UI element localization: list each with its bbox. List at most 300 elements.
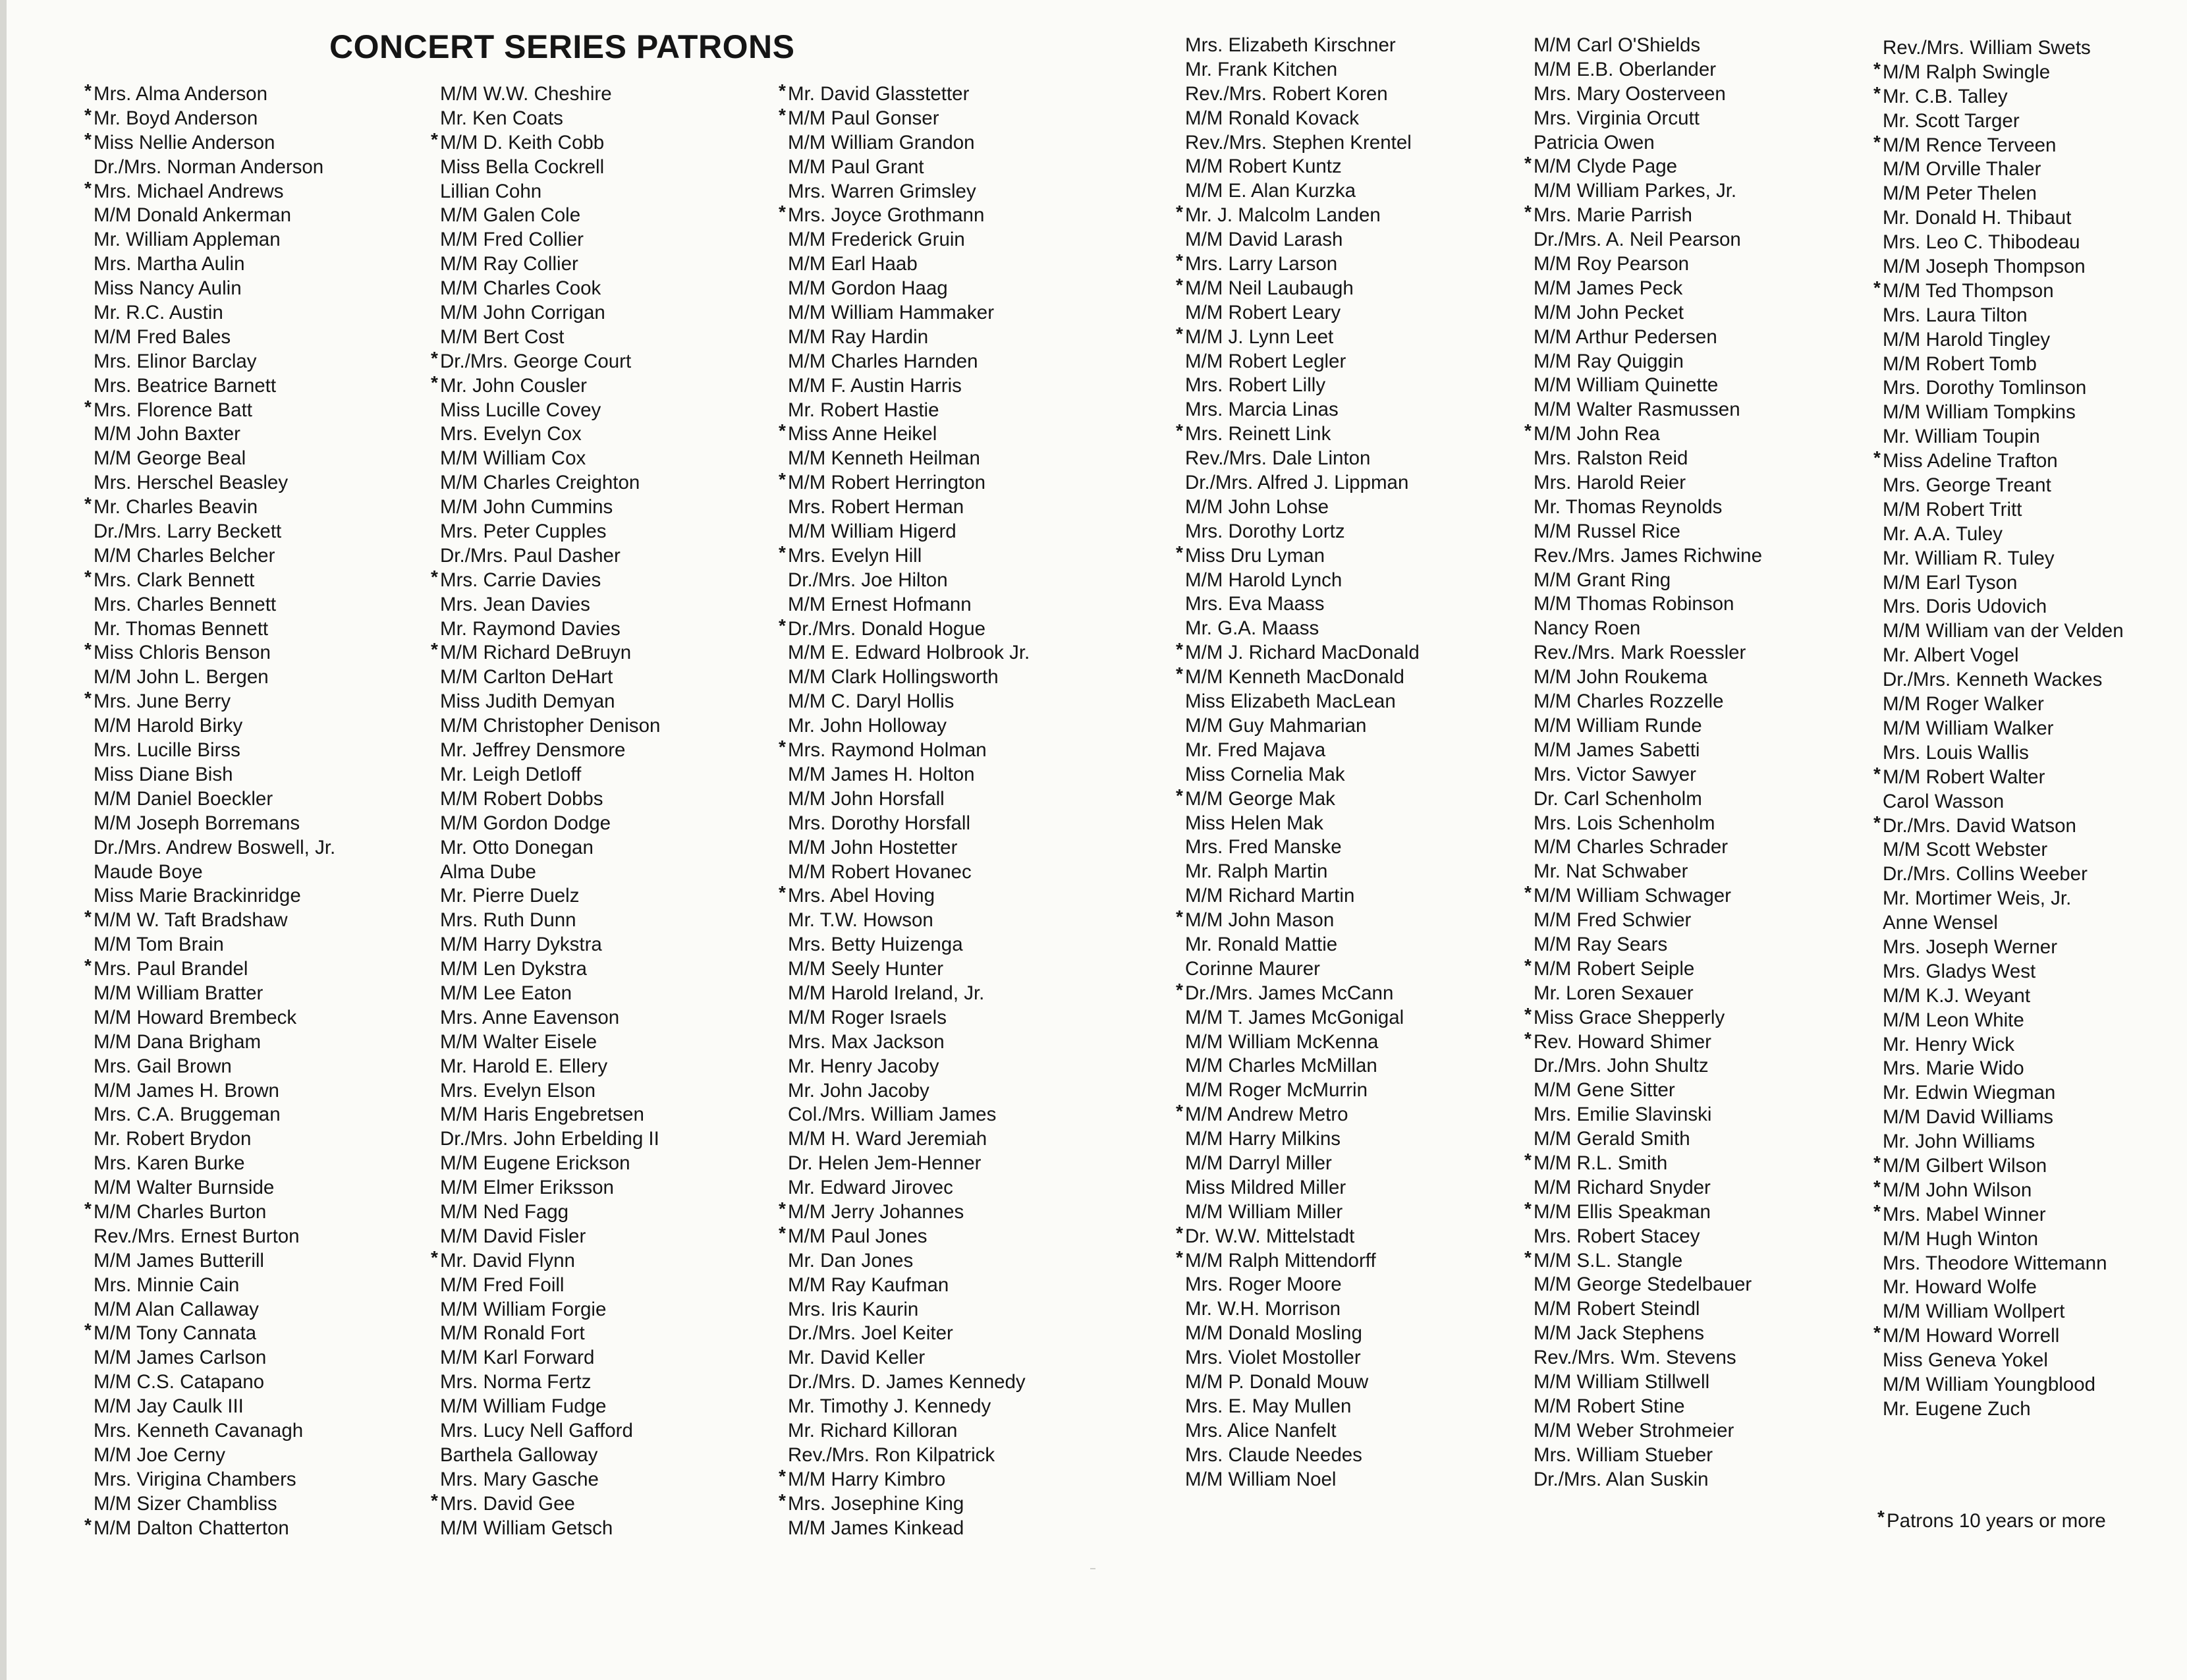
patron-entry: Mr. William Appleman	[94, 229, 281, 251]
patron-entry: Miss Lucille Covey	[440, 399, 601, 421]
patron-entry: Mr. John Williams	[1883, 1131, 2035, 1153]
patron-entry-longtime: * Mrs. June Berry	[83, 690, 335, 714]
patron-entry-longtime: * M/M Robert Walter	[1872, 766, 2124, 790]
patron-entry: M/M Ernest Hofmann	[788, 593, 972, 615]
footnote: * Patrons 10 years or more	[1876, 1510, 2106, 1532]
patron-entry: M/M William Getsch	[440, 1517, 613, 1539]
patron-entry: Mr. Edward Jirovec	[788, 1177, 953, 1199]
patron-entry-longtime: * Dr./Mrs. David Watson	[1872, 814, 2124, 839]
patron-entry: Dr./Mrs. Alfred J. Lippman	[1185, 472, 1409, 494]
patron-entry: M/M Gerald Smith	[1534, 1128, 1690, 1150]
patron-entry-longtime: * Mrs. Abel Hoving	[777, 884, 1030, 909]
patron-entry: M/M William van der Velden	[1883, 620, 2124, 642]
fold-mark	[1090, 1568, 1095, 1569]
patron-entry: Mr. Ralph Martin	[1185, 860, 1328, 883]
patron-entry: M/M John Corrigan	[440, 302, 605, 324]
patron-entry: M/M Carlton DeHart	[440, 666, 613, 688]
patron-entry: M/M Weber Strohmeier	[1534, 1419, 1734, 1442]
patron-entry: M/M Joseph Borremans	[94, 812, 300, 834]
patron-entry: Mr. John Jacoby	[788, 1079, 929, 1102]
patron-entry: Barthela Galloway	[440, 1443, 598, 1466]
patron-entry: Mr. Robert Brydon	[94, 1128, 252, 1150]
patron-entry: M/M Robert Stine	[1534, 1395, 1685, 1417]
patron-entry: M/M William Tompkins	[1883, 401, 2076, 424]
patron-entry-longtime: * Mrs. Michael Andrews	[83, 180, 335, 204]
patron-entry: M/M Clark Hollingsworth	[788, 666, 999, 688]
patron-entry: M/M Lee Eaton	[440, 982, 572, 1004]
patron-entry: M/M Orville Thaler	[1883, 158, 2041, 181]
patron-entry: M/M William Forgie	[440, 1298, 607, 1320]
patron-entry: M/M Peter Thelen	[1883, 182, 2037, 205]
patron-entry: M/M James Sabetti	[1534, 739, 1700, 761]
patron-entry: M/M Carl O'Shields	[1534, 34, 1701, 56]
patron-entry: M/M Galen Cole	[440, 204, 581, 227]
patron-entry: Mr. T.W. Howson	[788, 909, 933, 932]
patron-entry: Mrs. Jean Davies	[440, 593, 590, 615]
patron-entry: Mr. G.A. Maass	[1185, 617, 1319, 640]
patron-entry: Mrs. Claude Needes	[1185, 1443, 1362, 1466]
patron-entry: Mrs. Gail Brown	[94, 1055, 232, 1077]
patron-entry: Mrs. Marie Wido	[1883, 1057, 2024, 1080]
patron-entry: M/M Robert Hovanec	[788, 860, 972, 883]
patron-entry: M/M Ned Fagg	[440, 1200, 569, 1223]
patron-entry-longtime: * M/M W. Taft Bradshaw	[83, 909, 335, 933]
patron-entry: M/M Arthur Pedersen	[1534, 325, 1717, 348]
patron-entry: M/M Jay Caulk III	[94, 1395, 244, 1418]
patron-entry-longtime: * Mr. David Flynn	[429, 1249, 660, 1274]
patron-entry: M/M Robert Dobbs	[440, 787, 603, 810]
patron-entry: M/M William Fudge	[440, 1395, 607, 1418]
patron-entry: Mrs. Herschel Beasley	[94, 472, 289, 494]
patron-entry-longtime: * M/M John Mason	[1175, 909, 1420, 933]
patron-entry-longtime: * Mrs. David Gee	[429, 1492, 660, 1517]
patron-entry: M/M Ray Sears	[1534, 933, 1668, 955]
patron-entry: Mrs. Dorothy Tomlinson	[1883, 377, 2087, 399]
patron-entry: M/M William Parkes, Jr.	[1534, 180, 1737, 202]
patron-entry: Mrs. Theodore Wittemann	[1883, 1252, 2107, 1274]
patron-entry: M/M Harold Lynch	[1185, 569, 1343, 591]
patron-entry: M/M Joseph Thompson	[1883, 256, 2086, 278]
patron-entry: M/M Frederick Gruin	[788, 229, 965, 251]
patron-entry: M/M Harold Birky	[94, 715, 243, 737]
patron-entry: M/M Fred Schwier	[1534, 909, 1692, 932]
patron-entry: M/M Charles McMillan	[1185, 1055, 1377, 1077]
patron-entry: Mrs. Louis Wallis	[1883, 741, 2029, 764]
patron-entry-longtime: * M/M Kenneth MacDonald	[1175, 665, 1420, 690]
patron-entry-longtime: * M/M Ellis Speakman	[1523, 1200, 1762, 1225]
patron-entry-longtime: * M/M Tony Cannata	[83, 1322, 335, 1346]
patron-entry: Mr. Donald H. Thibaut	[1883, 207, 2072, 229]
patron-column-2	[429, 82, 660, 1540]
patron-entry: M/M Richard Martin	[1185, 885, 1355, 907]
patron-entry: Dr./Mrs. Collins Weeber	[1883, 863, 2088, 885]
patron-entry: M/M Haris Engebretsen	[440, 1104, 644, 1126]
patron-entry: Miss Diane Bish	[94, 763, 233, 785]
patron-entry: Dr./Mrs. Paul Dasher	[440, 544, 621, 567]
patron-entry: Mrs. Eva Maass	[1185, 593, 1325, 615]
patron-entry-longtime: * Miss Chloris Benson	[83, 641, 335, 665]
patron-entry: M/M Charles Belcher	[94, 544, 275, 567]
patron-entry-longtime: * Miss Dru Lyman	[1175, 544, 1420, 569]
patron-entry-longtime: * Dr. W.W. Mittelstadt	[1175, 1225, 1420, 1249]
patron-entry: M/M Gordon Haag	[788, 277, 948, 300]
patron-entry: Miss Mildred Miller	[1185, 1176, 1346, 1198]
patron-entry: M/M E.B. Oberlander	[1534, 58, 1717, 80]
patron-entry: Mr. Nat Schwaber	[1534, 860, 1688, 883]
patron-entry-longtime: * M/M John Wilson	[1872, 1179, 2124, 1203]
patron-entry: Corinne Maurer	[1185, 957, 1320, 980]
patron-entry: M/M Robert Tritt	[1883, 498, 2022, 520]
patron-entry-longtime: * M/M R.L. Smith	[1523, 1152, 1762, 1176]
patron-entry: Miss Elizabeth MacLean	[1185, 690, 1396, 713]
patron-entry: M/M Fred Foill	[440, 1274, 565, 1296]
patron-entry: Mr. Harold E. Ellery	[440, 1055, 608, 1077]
patron-entry: Mrs. Warren Grimsley	[788, 180, 976, 202]
patron-entry: M/M William McKenna	[1185, 1030, 1379, 1053]
patron-entry: M/M Walter Burnside	[94, 1177, 275, 1199]
patron-entry: Mr. William Toupin	[1883, 426, 2040, 448]
patron-entry: M/M Guy Mahmarian	[1185, 714, 1367, 737]
patron-entry: M/M John L. Bergen	[94, 666, 269, 688]
patron-column-1	[83, 82, 335, 1540]
patron-entry: Mr. Eugene Zuch	[1883, 1397, 2031, 1420]
patron-entry: Mr. Fred Majava	[1185, 739, 1326, 761]
patron-entry: Mr. Albert Vogel	[1883, 644, 2019, 667]
patron-entry: M/M K.J. Weyant	[1883, 984, 2031, 1007]
patron-entry: Mr. Frank Kitchen	[1185, 58, 1338, 80]
patron-entry-longtime: * M/M Paul Gonser	[777, 107, 1030, 131]
patron-entry: Miss Cornelia Mak	[1185, 763, 1345, 785]
patron-entry: M/M James H. Holton	[788, 763, 975, 785]
patron-entry: M/M David Larash	[1185, 229, 1343, 251]
patron-entry: Mr. Loren Sexauer	[1534, 982, 1694, 1004]
patron-entry: Anne Wensel	[1883, 912, 1998, 934]
patron-entry: M/M Roger Walker	[1883, 693, 2044, 715]
patron-entry: M/M Ray Hardin	[788, 325, 929, 348]
patron-entry: M/M Tom Brain	[94, 934, 224, 956]
patron-entry-longtime: * Miss Grace Shepperly	[1523, 1006, 1762, 1030]
patron-entry: M/M Walter Rasmussen	[1534, 399, 1740, 421]
patron-entry: Mrs. Robert Lilly	[1185, 374, 1326, 397]
patron-entry: M/M C. Daryl Hollis	[788, 690, 955, 713]
patron-entry: M/M Daniel Boeckler	[94, 787, 273, 810]
patron-entry: Mr. Henry Wick	[1883, 1033, 2014, 1055]
patron-entry: Mrs. Gladys West	[1883, 960, 2036, 982]
patron-entry: Dr./Mrs. Alan Suskin	[1534, 1468, 1709, 1490]
patron-entry-longtime: * Rev. Howard Shimer	[1523, 1030, 1762, 1055]
patron-entry: Mrs. Marcia Linas	[1185, 399, 1339, 421]
patron-entry: M/M William Grandon	[788, 131, 975, 154]
patron-entry: M/M James Kinkead	[788, 1517, 964, 1539]
patron-entry-longtime: * Mr. C.B. Talley	[1872, 85, 2124, 109]
patron-entry-longtime: * Mrs. Raymond Holman	[777, 739, 1030, 763]
patron-entry: Mr. Henry Jacoby	[788, 1055, 939, 1077]
patron-entry: M/M Seely Hunter	[788, 958, 944, 980]
patron-entry: M/M John Lohse	[1185, 495, 1329, 518]
patron-column-4	[1175, 34, 1420, 1492]
patron-entry-longtime: * M/M J. Lynn Leet	[1175, 325, 1420, 350]
patron-entry-longtime: * M/M Gilbert Wilson	[1872, 1154, 2124, 1179]
patron-entry: M/M Harold Ireland, Jr.	[788, 982, 985, 1004]
patron-entry: M/M William Cox	[440, 447, 586, 470]
patron-entry: Mrs. Evelyn Elson	[440, 1079, 596, 1102]
patron-entry: M/M F. Austin Harris	[788, 374, 962, 397]
patron-entry-longtime: * M/M Charles Burton	[83, 1200, 335, 1225]
patron-entry: Mrs. Harold Reier	[1534, 472, 1686, 494]
patron-entry: Mrs. Kenneth Cavanagh	[94, 1419, 304, 1442]
patron-entry-longtime: * M/M Rence Terveen	[1872, 134, 2124, 158]
patron-entry: Mrs. Max Jackson	[788, 1030, 945, 1053]
patron-entry: Maude Boye	[94, 860, 203, 883]
patron-entry-longtime: * M/M D. Keith Cobb	[429, 131, 660, 155]
patron-entry: Mr. John Holloway	[788, 715, 947, 737]
patron-entry: Mr. Raymond Davies	[440, 617, 621, 640]
page-edge	[0, 0, 7, 1680]
patron-entry-longtime: * Mrs. Evelyn Hill	[777, 544, 1030, 569]
patron-column-5	[1523, 34, 1762, 1492]
patron-entry: M/M John Cummins	[440, 496, 613, 518]
patron-entry-longtime: * Dr./Mrs. James McCann	[1175, 982, 1420, 1006]
patron-entry: Dr. Helen Jem-Henner	[788, 1152, 982, 1175]
patron-entry: Dr./Mrs. Andrew Boswell, Jr.	[94, 836, 336, 858]
patron-entry-longtime: * M/M George Mak	[1175, 787, 1420, 812]
patron-entry: M/M Joe Cerny	[94, 1443, 225, 1466]
patron-entry: Miss Nancy Aulin	[94, 277, 242, 300]
patron-entry-longtime: * M/M Clyde Page	[1523, 155, 1762, 179]
patron-entry: M/M Elmer Eriksson	[440, 1177, 614, 1199]
patron-entry: Rev./Mrs. Dale Linton	[1185, 447, 1371, 470]
patron-entry-longtime: * M/M Andrew Metro	[1175, 1103, 1420, 1127]
patron-entry: Rev./Mrs. William Swets	[1883, 37, 2091, 59]
patron-entry: M/M William Wollpert	[1883, 1301, 2065, 1323]
patron-entry: M/M Charles Harnden	[788, 350, 978, 372]
patron-entry: M/M Charles Cook	[440, 277, 601, 300]
patron-entry: M/M H. Ward Jeremiah	[788, 1128, 987, 1150]
patron-entry: Miss Geneva Yokel	[1883, 1349, 2048, 1372]
patron-entry: M/M George Beal	[94, 447, 246, 470]
patron-entry-longtime: * Mrs. Marie Parrish	[1523, 204, 1762, 228]
patron-entry: M/M T. James McGonigal	[1185, 1006, 1404, 1028]
patron-entry: Mrs. Alice Nanfelt	[1185, 1419, 1337, 1442]
patron-entry: Miss Judith Demyan	[440, 690, 615, 713]
patron-entry: M/M W.W. Cheshire	[440, 83, 612, 105]
patron-entry: M/M Jack Stephens	[1534, 1322, 1705, 1345]
patron-entry: M/M P. Donald Mouw	[1185, 1370, 1369, 1393]
patron-entry-longtime: * M/M Paul Jones	[777, 1225, 1030, 1249]
patron-entry-longtime: * Mrs. Reinett Link	[1175, 422, 1420, 447]
patron-entry: Mr. R.C. Austin	[94, 302, 223, 324]
patron-entry: M/M C.S. Catapano	[94, 1371, 265, 1393]
patron-entry: M/M James H. Brown	[94, 1079, 279, 1102]
patron-entry: Alma Dube	[440, 860, 536, 883]
patron-entry: Mrs. Karen Burke	[94, 1152, 245, 1175]
patron-entry: M/M John Roukema	[1534, 666, 1707, 688]
patron-entry: Mrs. Robert Stacey	[1534, 1225, 1700, 1247]
patron-entry: Mrs. Norma Fertz	[440, 1371, 592, 1393]
patron-entry: Dr./Mrs. Joe Hilton	[788, 569, 948, 591]
patron-entry: M/M Alan Callaway	[94, 1298, 259, 1320]
patron-entry: Dr./Mrs. Norman Anderson	[94, 155, 324, 178]
patron-entry: M/M Richard Snyder	[1534, 1176, 1711, 1198]
patron-entry: Miss Helen Mak	[1185, 812, 1323, 834]
patron-entry: M/M Fred Collier	[440, 229, 584, 251]
patron-entry: Mrs. C.A. Bruggeman	[94, 1104, 281, 1126]
patron-entry: Mr. Otto Donegan	[440, 836, 594, 858]
patron-entry-longtime: * M/M S.L. Stangle	[1523, 1249, 1762, 1274]
patron-entry: Patricia Owen	[1534, 131, 1655, 154]
patron-entry: Miss Marie Brackinridge	[94, 885, 301, 907]
patron-entry-longtime: * Mr. Boyd Anderson	[83, 107, 335, 131]
patron-entry: M/M Harold Tingley	[1883, 328, 2051, 350]
patron-entry: M/M Russel Rice	[1534, 520, 1680, 542]
patron-entry: Mr. Robert Hastie	[788, 399, 939, 421]
patron-entry: M/M Donald Ankerman	[94, 204, 292, 227]
patron-entry-longtime: * Mr. J. Malcolm Landen	[1175, 204, 1420, 228]
patron-entry-longtime: * Mrs. Larry Larson	[1175, 252, 1420, 277]
patron-entry: Rev./Mrs. Ron Kilpatrick	[788, 1443, 995, 1466]
patron-entry: M/M Howard Brembeck	[94, 1006, 297, 1028]
patron-entry-longtime: * M/M William Schwager	[1523, 884, 1762, 909]
patron-entry: M/M David Williams	[1883, 1106, 2053, 1129]
patron-entry: M/M Thomas Robinson	[1534, 593, 1734, 615]
patron-entry-longtime: * Mrs. Joyce Grothmann	[777, 204, 1030, 228]
patron-entry: M/M Scott Webster	[1883, 839, 2048, 861]
patron-entry: Dr./Mrs. A. Neil Pearson	[1534, 229, 1741, 251]
patron-entry: M/M William Stillwell	[1534, 1370, 1710, 1393]
patron-entry-longtime: * Mr. Charles Beavin	[83, 495, 335, 520]
patron-entry: M/M William Walker	[1883, 717, 2054, 739]
patron-entry: Mrs. Mary Oosterveen	[1534, 82, 1726, 105]
patron-entry: Mr. Leigh Detloff	[440, 763, 582, 785]
patron-entry: M/M Leon White	[1883, 1009, 2024, 1031]
patron-entry: Mrs. Laura Tilton	[1883, 304, 2028, 326]
patron-entry: M/M James Butterill	[94, 1249, 264, 1272]
patron-entry: Mrs. Robert Herman	[788, 496, 964, 518]
patron-entry-longtime: * Dr./Mrs. Donald Hogue	[777, 617, 1030, 642]
patron-entry: Mrs. Lucy Nell Gafford	[440, 1419, 633, 1442]
patron-entry: Mr. Timothy J. Kennedy	[788, 1395, 991, 1418]
patron-entry: Mr. Pierre Duelz	[440, 885, 580, 907]
patron-entry: M/M Robert Steindl	[1534, 1298, 1700, 1320]
patron-entry: M/M Gordon Dodge	[440, 812, 611, 834]
patron-entry: Mrs. Dorothy Lortz	[1185, 520, 1345, 542]
patron-entry: Mrs. Virginia Orcutt	[1534, 107, 1700, 129]
patron-entry: Mrs. George Treant	[1883, 474, 2051, 497]
patron-entry: M/M Roger Israels	[788, 1006, 947, 1028]
patron-entry: Mrs. Charles Bennett	[94, 593, 277, 615]
patron-entry-longtime: * M/M Howard Worrell	[1872, 1324, 2124, 1349]
patron-entry: Mrs. Ruth Dunn	[440, 909, 576, 932]
patron-entry: Dr./Mrs. Larry Beckett	[94, 520, 282, 543]
patron-entry: M/M Len Dykstra	[440, 958, 587, 980]
patron-entry: M/M Charles Schrader	[1534, 836, 1729, 858]
patron-entry-longtime: * M/M Neil Laubaugh	[1175, 277, 1420, 301]
patron-entry: Mrs. Martha Aulin	[94, 253, 245, 275]
patron-entry: M/M John Baxter	[94, 423, 240, 445]
patron-entry-longtime: * Dr./Mrs. George Court	[429, 350, 660, 374]
patron-entry-longtime: * Mrs. Mabel Winner	[1872, 1203, 2124, 1227]
patron-entry: Mr. W.H. Morrison	[1185, 1298, 1341, 1320]
patron-entry-longtime: * M/M John Rea	[1523, 422, 1762, 447]
patron-entry-longtime: * Mr. David Glasstetter	[777, 82, 1030, 107]
patron-entry: M/M William Quinette	[1534, 374, 1719, 397]
patron-entry: Rev./Mrs. Wm. Stevens	[1534, 1347, 1736, 1369]
patron-entry: M/M William Youngblood	[1883, 1373, 2096, 1395]
patron-entry: M/M Robert Legler	[1185, 350, 1346, 372]
patron-entry: M/M William Hammaker	[788, 302, 995, 324]
patron-entry: Mr. Dan Jones	[788, 1249, 914, 1272]
patron-entry: Mrs. Lois Schenholm	[1534, 812, 1715, 834]
patron-entry: M/M Earl Haab	[788, 253, 918, 275]
patron-entry: M/M John Pecket	[1534, 301, 1684, 323]
patron-entry: Mrs. Joseph Werner	[1883, 936, 2058, 958]
patron-entry: M/M William Bratter	[94, 982, 263, 1004]
patron-entry-longtime: * M/M Ralph Mittendorff	[1175, 1249, 1420, 1274]
patron-entry: Mrs. Fred Manske	[1185, 836, 1342, 858]
page-title: CONCERT SERIES PATRONS	[329, 28, 795, 65]
patron-entry: Dr./Mrs. Joel Keiter	[788, 1322, 953, 1345]
patron-entry: Mrs. Violet Mostoller	[1185, 1347, 1361, 1369]
patron-entry: M/M Earl Tyson	[1883, 571, 2018, 594]
patron-entry: M/M Robert Tomb	[1883, 352, 2037, 375]
patron-entry: Mrs. Betty Huizenga	[788, 934, 963, 956]
patron-entry: M/M Grant Ring	[1534, 569, 1671, 591]
patron-entry: Mrs. E. May Mullen	[1185, 1395, 1352, 1417]
patron-entry: M/M William Runde	[1534, 714, 1702, 737]
patron-entry: M/M Ronald Kovack	[1185, 107, 1359, 129]
patron-entry: M/M Roy Pearson	[1534, 253, 1690, 275]
patron-entry-longtime: * M/M Harry Kimbro	[777, 1468, 1030, 1492]
patron-entry: Mrs. Elizabeth Kirschner	[1185, 34, 1396, 56]
patron-entry: Rev./Mrs. Stephen Krentel	[1185, 131, 1412, 154]
patron-entry: M/M Robert Kuntz	[1185, 155, 1342, 178]
patron-entry: M/M E. Edward Holbrook Jr.	[788, 642, 1030, 664]
patron-entry: Mr. David Keller	[788, 1347, 926, 1369]
patron-entry: M/M Robert Leary	[1185, 301, 1341, 323]
patron-entry: M/M Donald Mosling	[1185, 1322, 1362, 1345]
patron-entry-longtime: * M/M Richard DeBruyn	[429, 641, 660, 665]
patron-entry: Carol Wasson	[1883, 790, 2005, 812]
patron-entry: M/M Darryl Miller	[1185, 1152, 1332, 1174]
patron-entry: M/M William Higerd	[788, 520, 956, 543]
patron-entry-longtime: * Mrs. Clark Bennett	[83, 569, 335, 593]
patron-entry: M/M William Miller	[1185, 1200, 1343, 1223]
patron-entry: M/M Ray Collier	[440, 253, 578, 275]
patron-entry: Rev./Mrs. Robert Koren	[1185, 82, 1388, 105]
patron-entry-longtime: * M/M Robert Seiple	[1523, 957, 1762, 982]
patron-entry: Mrs. Roger Moore	[1185, 1274, 1342, 1296]
patron-entry: Lillian Cohn	[440, 180, 542, 202]
patron-column-6	[1872, 36, 2124, 1422]
patron-entry-longtime: * Mrs. Josephine King	[777, 1492, 1030, 1517]
patron-entry: M/M Ronald Fort	[440, 1322, 585, 1345]
patron-entry: M/M John Hostetter	[788, 836, 958, 858]
patron-entry-longtime: * M/M Robert Herrington	[777, 471, 1030, 495]
patron-entry: Mrs. Victor Sawyer	[1534, 763, 1696, 785]
patron-entry: M/M David Fisler	[440, 1225, 586, 1247]
patron-entry: Rev./Mrs. James Richwine	[1534, 544, 1762, 567]
patron-entry: Rev./Mrs. Ernest Burton	[94, 1225, 300, 1247]
patron-entry: Mr. Scott Targer	[1883, 109, 2020, 132]
patron-entry: M/M Paul Grant	[788, 155, 924, 178]
patron-entry-longtime: * Mrs. Paul Brandel	[83, 957, 335, 982]
patron-entry: M/M Walter Eisele	[440, 1030, 597, 1053]
patron-entry: M/M John Horsfall	[788, 787, 945, 810]
patron-entry: Nancy Roen	[1534, 617, 1641, 640]
patron-entry: Mrs. Doris Udovich	[1883, 596, 2047, 618]
patron-entry: M/M William Noel	[1185, 1468, 1337, 1490]
patron-entry: M/M Charles Rozzelle	[1534, 690, 1724, 713]
